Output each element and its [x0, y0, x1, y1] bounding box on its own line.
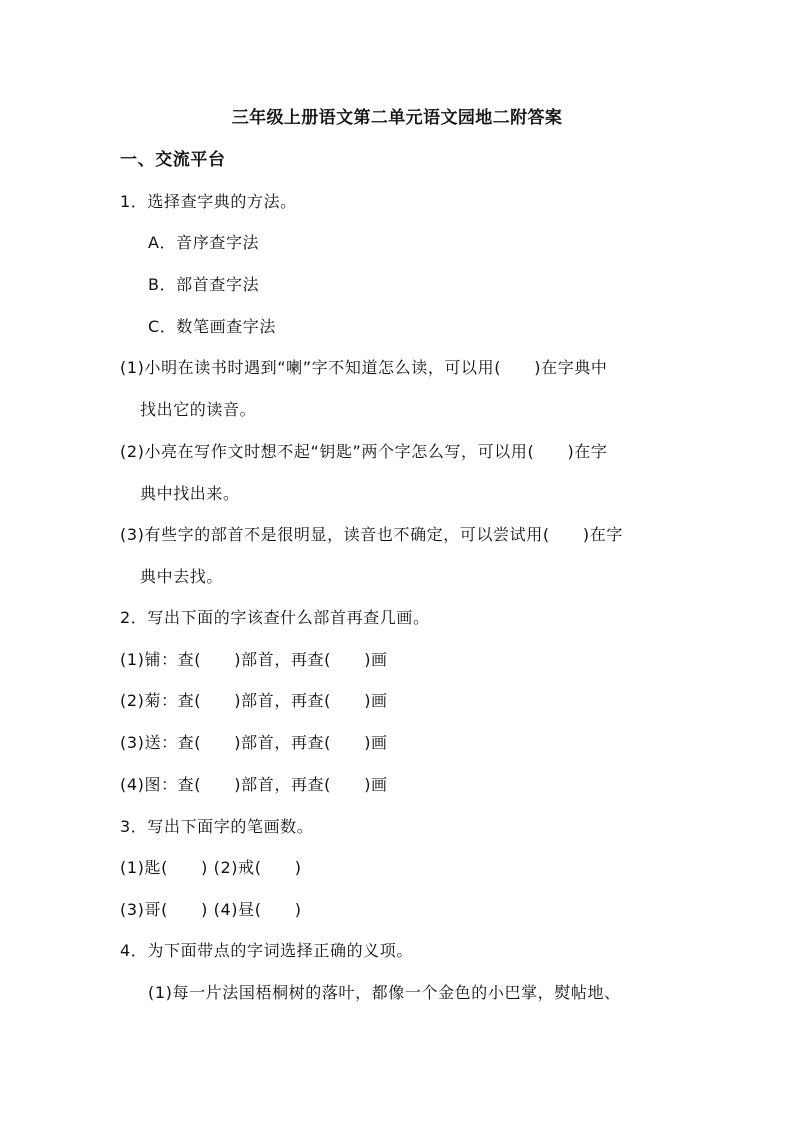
question-1-item-1-line-2: 找出它的读音。 — [140, 400, 257, 419]
question-4-prompt: 4．为下面带点的字词选择正确的义项。 — [120, 941, 413, 960]
document-title: 三年级上册语文第二单元语文园地二附答案 — [231, 108, 563, 128]
question-2-item-1: (1)铺：查( )部首，再查( )画 — [120, 650, 388, 669]
question-1-item-2-line-2: 典中找出来。 — [140, 484, 240, 503]
question-1-item-1-line-1: (1)小明在读书时遇到“喇”字不知道怎么读，可以用( )在字典中 — [120, 358, 608, 377]
question-1-option-b: B．部首查字法 — [148, 275, 260, 294]
question-4-item-1-line-1: (1)每一片法国梧桐树的落叶，都像一个金色的小巴掌，熨帖地、 — [148, 983, 621, 1002]
question-3-row-2: (3)哥( ) (4)昼( ) — [120, 900, 302, 919]
question-2-prompt: 2．写出下面的字该查什么部首再查几画。 — [120, 608, 430, 627]
question-1-item-2-line-1: (2)小亮在写作文时想不起“钥匙”两个字怎么写，可以用( )在字 — [120, 442, 608, 461]
question-3-prompt: 3．写出下面字的笔画数。 — [120, 817, 314, 836]
question-1-option-a: A．音序查字法 — [148, 233, 260, 252]
question-1-prompt: 1．选择查字典的方法。 — [120, 192, 297, 211]
question-1-option-c: C．数笔画查字法 — [148, 317, 276, 336]
question-1-item-3-line-2: 典中去找。 — [140, 567, 224, 586]
question-3-row-1: (1)匙( ) (2)戒( ) — [120, 858, 302, 877]
question-2-item-3: (3)送：查( )部首，再查( )画 — [120, 733, 388, 752]
question-1-item-3-line-1: (3)有些字的部首不是很明显，读音也不确定，可以尝试用( )在字 — [120, 525, 623, 544]
question-2-item-4: (4)图：查( )部首，再查( )画 — [120, 775, 388, 794]
question-2-item-2: (2)菊：查( )部首，再查( )画 — [120, 691, 388, 710]
section-heading-exchange-platform: 一、交流平台 — [120, 150, 226, 170]
